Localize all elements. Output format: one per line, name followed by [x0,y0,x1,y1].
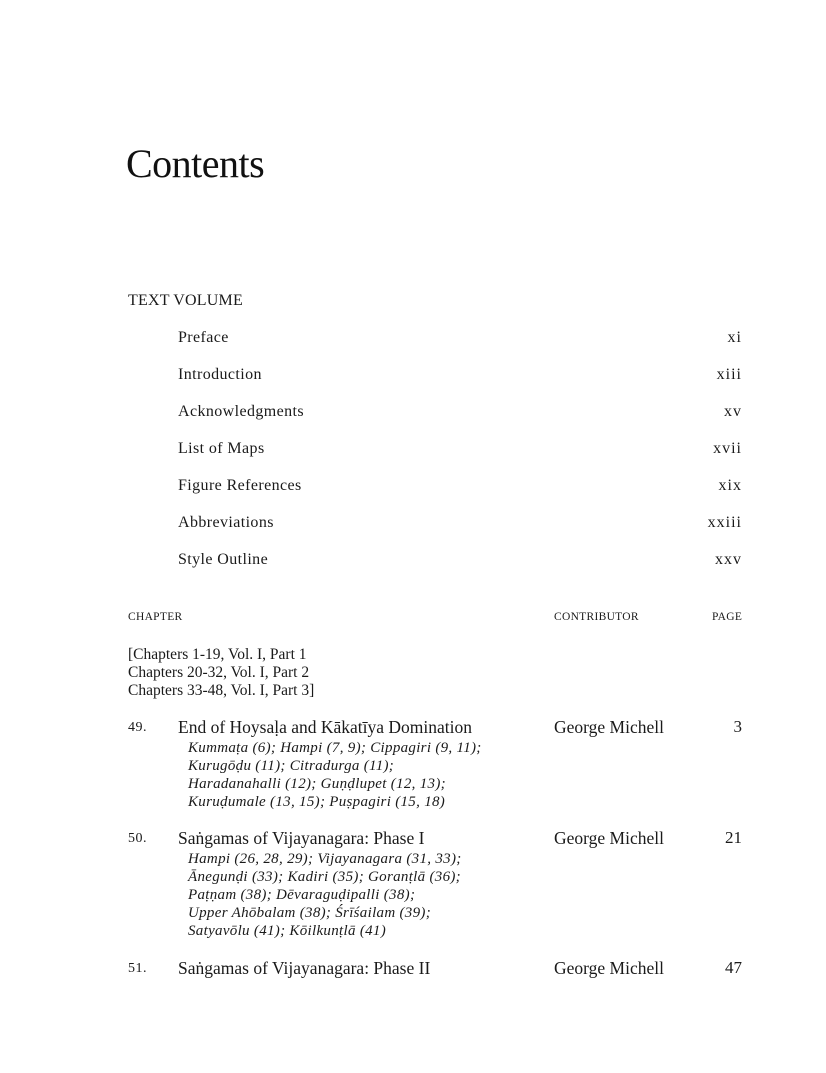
chapter-number: 50. [128,831,147,846]
site-list-line: Hampi (26, 28, 29); Vijayanagara (31, 33); [188,851,462,867]
front-matter-page: xxiii [707,514,742,531]
front-matter-label: Preface [178,329,229,346]
front-matter-row-style-outline [178,551,742,571]
site-list-line: Ānegunḍi (33); Kadiri (35); Goranṭlā (36); [188,869,461,885]
front-matter-row-abbreviations [178,514,742,534]
front-matter-page: xiii [716,366,742,383]
volume-note-line: [Chapters 1-19, Vol. I, Part 1 [128,646,307,663]
site-list-line: Kuruḍumale (13, 15); Puṣpagiri (15, 18) [188,794,446,810]
front-matter-label: Abbreviations [178,514,274,531]
front-matter-row-acknowledgments [178,403,742,423]
site-list [188,739,482,811]
chapter-title: Saṅgamas of Vijayanagara: Phase II [178,958,431,978]
chapter-title: End of Hoysaḷa and Kākatīya Domination [178,717,473,737]
volume-note-line: Chapters 33-48, Vol. I, Part 3] [128,682,315,699]
volume-note [128,646,314,700]
chapter-contributor: George Michell [554,717,664,737]
front-matter-label: List of Maps [178,440,265,457]
site-list-line: Kummaṭa (6); Hampi (7, 9); Cippagiri (9, 11); [188,740,482,756]
chapter-number: 51. [128,961,147,976]
front-matter-label: Acknowledgments [178,403,304,420]
site-list-line: Upper Ahōbalam (38); Śrīśailam (39); [188,905,431,921]
site-list-line: Kurugōḍu (11); Citradurga (11); [188,758,395,774]
front-matter-label: Figure References [178,477,302,494]
chapter-contributor: George Michell [554,958,664,978]
front-matter-row-preface [178,329,742,349]
front-matter-page: xvii [713,440,742,457]
chapter-number: 49. [128,720,147,735]
chapter-page: 3 [733,717,742,736]
front-matter-row-list-of-maps [178,440,742,460]
site-list-line: Satyavōlu (41); Kōilkunṭlā (41) [188,923,387,939]
site-list [188,850,462,940]
text-volume-label: TEXT VOLUME [128,292,243,309]
volume-note-line: Chapters 20-32, Vol. I, Part 2 [128,664,310,681]
chapter-column-header: CHAPTER [128,611,183,623]
front-matter-page: xv [724,403,742,420]
front-matter-row-figure-references [178,477,742,497]
front-matter-page: xix [718,477,742,494]
site-list-line: Haradanahalli (12); Guṇḍlupet (12, 13); [188,776,446,792]
front-matter-label: Introduction [178,366,262,383]
chapter-title: Saṅgamas of Vijayanagara: Phase I [178,828,425,848]
chapter-contributor: George Michell [554,828,664,848]
site-list-line: Paṭṇam (38); Dēvaraguḍipalli (38); [188,887,416,903]
front-matter-label: Style Outline [178,551,269,568]
page-title: Contents [126,141,265,186]
front-matter-page: xxv [715,551,742,568]
chapter-page: 47 [725,958,742,977]
front-matter-page: xi [727,329,742,346]
front-matter-row-introduction [178,366,742,386]
page-column-header: PAGE [712,611,743,623]
contributor-column-header: CONTRIBUTOR [554,611,639,623]
chapter-page: 21 [725,828,742,847]
